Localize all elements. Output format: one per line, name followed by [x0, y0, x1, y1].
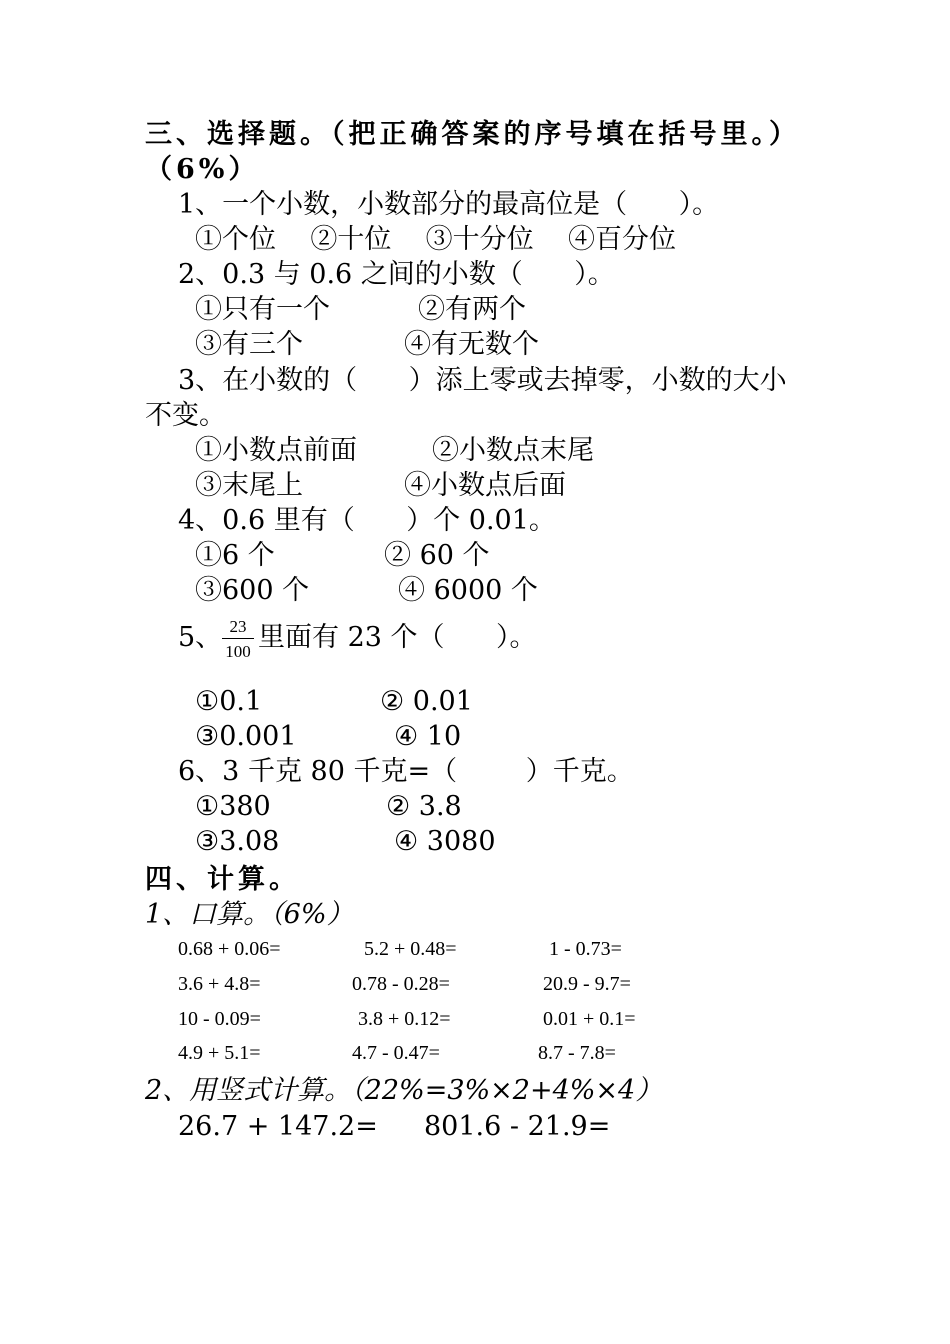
question-3-stem-line-2: 不变。 [145, 400, 226, 431]
question-2-option-1: ①只有一个 [195, 294, 330, 325]
mental-math-item: 10 - 0.09= [178, 1008, 261, 1030]
question-6-option-3: ③3.08 [195, 826, 280, 857]
question-2-stem: 2、0.3 与 0.6 之间的小数（ ）。 [178, 259, 615, 290]
vertical-calc-item: 26.7 + 147.2= [178, 1111, 378, 1142]
fraction-denominator: 100 [225, 642, 251, 661]
section-4-title: 四、计算。 [145, 864, 300, 895]
mental-math-item: 0.68 + 0.06= [178, 938, 281, 960]
mental-math-item: 4.7 - 0.47= [352, 1042, 440, 1064]
question-5-option-1: ①0.1 [195, 686, 263, 717]
section-3-title: 三、选择题。（把正确答案的序号填在括号里。） [145, 119, 800, 150]
question-1-options: ①个位 ②十位 ③十分位 ④百分位 [195, 224, 676, 255]
question-2-option-2: ②有两个 [418, 294, 526, 325]
mental-math-item: 0.01 + 0.1= [543, 1008, 636, 1030]
question-5-fraction [222, 618, 254, 660]
mental-math-item: 3.6 + 4.8= [178, 973, 261, 995]
mental-math-item: 0.78 - 0.28= [352, 973, 450, 995]
mental-math-item: 5.2 + 0.48= [364, 938, 457, 960]
question-3-option-1: ①小数点前面 [195, 435, 357, 466]
question-5-prefix: 5、 [178, 622, 223, 653]
question-1-stem: 1、一个小数，小数部分的最高位是（ ）。 [178, 189, 720, 220]
question-6-stem: 6、3 千克 80 千克=（ ）千克。 [178, 756, 634, 787]
question-4-option-3: ③600 个 [195, 575, 310, 606]
question-5-option-2: ② 0.01 [380, 686, 473, 717]
question-5-option-4: ④ 10 [394, 721, 462, 752]
question-5-stem: 里面有 23 个（ ）。 [258, 622, 537, 653]
question-2-option-4: ④有无数个 [404, 329, 539, 360]
question-4-option-1: ①6 个 [195, 540, 275, 571]
mental-math-item: 8.7 - 7.8= [538, 1042, 616, 1064]
question-6-option-4: ④ 3080 [394, 826, 496, 857]
question-4-stem: 4、0.6 里有（ ）个 0.01。 [178, 505, 556, 536]
question-6-option-2: ② 3.8 [386, 791, 462, 822]
question-6-option-1: ①380 [195, 791, 271, 822]
mental-math-title: 1、口算。（6%） [145, 899, 354, 930]
vertical-calc-title: 2、用竖式计算。（22%=3%×2+4%×4） [145, 1075, 663, 1106]
mental-math-item: 20.9 - 9.7= [543, 973, 631, 995]
question-2-option-3: ③有三个 [195, 329, 303, 360]
question-4-option-2: ② 60 个 [384, 540, 490, 571]
section-3-score: （6%） [145, 154, 260, 185]
question-3-option-4: ④小数点后面 [404, 470, 566, 501]
question-4-option-4: ④ 6000 个 [398, 575, 538, 606]
question-5-option-3: ③0.001 [195, 721, 297, 752]
mental-math-item: 4.9 + 5.1= [178, 1042, 261, 1064]
fraction-numerator: 23 [222, 618, 254, 639]
question-3-option-3: ③末尾上 [195, 470, 303, 501]
vertical-calc-item: 801.6 - 21.9= [424, 1111, 611, 1142]
question-3-option-2: ②小数点末尾 [432, 435, 594, 466]
question-3-stem-line-1: 3、在小数的（ ）添上零或去掉零，小数的大小 [178, 365, 787, 396]
mental-math-item: 1 - 0.73= [549, 938, 622, 960]
mental-math-item: 3.8 + 0.12= [358, 1008, 451, 1030]
